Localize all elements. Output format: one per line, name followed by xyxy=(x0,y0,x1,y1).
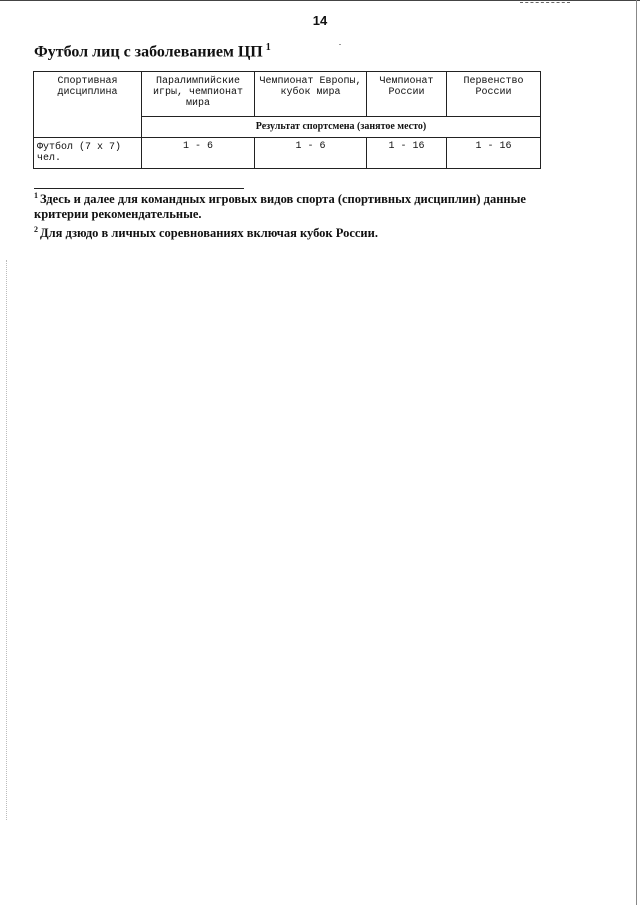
header-paralympic: Паралимпийские игры, чемпионат мира xyxy=(142,72,255,117)
title-footnote-ref: 1 xyxy=(265,42,271,53)
footnote-text: Для дзюдо в личных соревнованиях включая кубок России. xyxy=(40,226,378,241)
footnote-ref: 2 xyxy=(34,225,38,235)
row-value: 1 - 16 xyxy=(367,138,447,169)
scan-top-border xyxy=(0,0,640,7)
section-title-text: Футбол лиц с заболеванием ЦП xyxy=(34,43,263,61)
footnotes xyxy=(34,188,574,241)
page-number: 14 xyxy=(312,13,328,28)
row-value: 1 - 6 xyxy=(142,138,255,169)
header-discipline: Спортивная дисциплина xyxy=(34,72,142,138)
result-subheader: Результат спортсмена (занятое место) xyxy=(142,117,541,138)
row-value: 1 - 16 xyxy=(447,138,541,169)
footnote xyxy=(34,188,574,222)
header-russia-championship: Чемпионат России xyxy=(367,72,447,117)
row-discipline: Футбол (7 х 7) чел. xyxy=(34,138,142,169)
scan-artifact xyxy=(520,2,570,5)
footnote xyxy=(34,222,574,241)
table-header-row xyxy=(34,72,541,117)
scan-speck xyxy=(339,44,341,45)
footnote-ref: 1 xyxy=(34,191,38,200)
header-europe: Чемпионат Европы, кубок мира xyxy=(255,72,367,117)
table-row xyxy=(34,138,541,169)
footnote-text: Здесь и далее для командных игровых видов спорта (спортивных дисциплин) данные критерии рекомендательные. xyxy=(34,192,526,222)
scan-right-border xyxy=(636,0,637,905)
criteria-table xyxy=(33,71,541,169)
row-value: 1 - 6 xyxy=(255,138,367,169)
header-russia-cup: Первенство России xyxy=(447,72,541,117)
section-title xyxy=(34,42,271,61)
scan-left-artifact xyxy=(6,260,7,820)
